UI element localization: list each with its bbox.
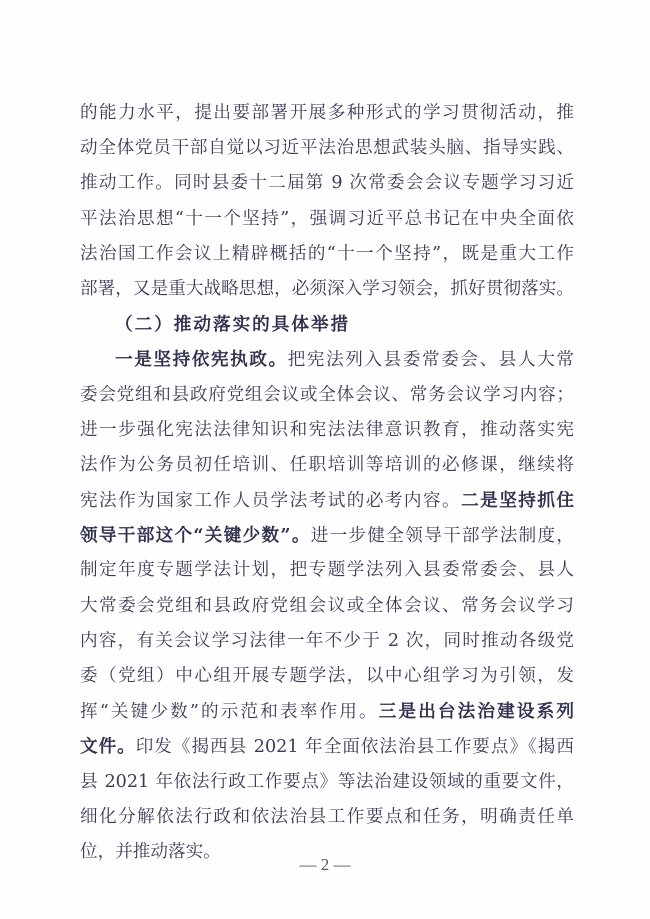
text-segment: 推动工作。同时县委十二届第 9 次常委会会议专题学习习近 bbox=[80, 173, 574, 194]
text-segment: 宪法作为国家工作人员学法考试的必考内容。 bbox=[80, 491, 462, 512]
bold-lead: 三是出台法治建设系列 bbox=[378, 701, 574, 723]
paragraph-line bbox=[80, 166, 574, 201]
text-segment: 部署，又是重大战略思想，必须深入学习领会，抓好贯彻落实。 bbox=[80, 278, 574, 299]
paragraph-line bbox=[80, 272, 574, 307]
paragraph-line: 内容，有关会议学习法律一年不少于 2 次，同时推动各级党 bbox=[80, 630, 574, 651]
paragraph-line: 县 2021 年依法行政工作要点》等法治建设领域的重要文件， bbox=[80, 771, 574, 792]
section-heading: （二）推动落实的具体举措 bbox=[115, 314, 351, 336]
bold-lead: 文件。 bbox=[80, 736, 136, 758]
text-segment: 印发《揭西县 2021 年全面依法治县工作要点》《揭西 bbox=[135, 737, 574, 758]
paragraph-line bbox=[80, 518, 574, 553]
paragraph-line bbox=[80, 131, 574, 166]
text-segment: 法治国工作会议上精辟概括的“十一个坚持”，既是重大工作 bbox=[80, 243, 574, 264]
text-segment: 平法治思想“十一个坚持”，强调习近平总书记在中央全面依 bbox=[80, 208, 574, 229]
paragraph-line bbox=[80, 483, 574, 518]
bold-lead: 二是坚持抓住 bbox=[461, 490, 574, 512]
document-body bbox=[80, 96, 574, 870]
text-segment: 挥“关键少数”的示范和表率作用。 bbox=[80, 702, 379, 723]
page-number: — 2 — bbox=[299, 855, 351, 874]
text-segment: 的能力水平，提出要部署开展多种形式的学习贯彻活动，推 bbox=[80, 103, 574, 123]
text-segment: 把宪法列入县委常委会、县人大常 bbox=[287, 350, 574, 371]
paragraph-line: 进一步强化宪法法律知识和宪法法律意识教育，推动落实宪 bbox=[80, 419, 574, 440]
paragraph-line bbox=[80, 237, 574, 272]
paragraph-line: 委（党组）中心组开展专题学法，以中心组学习为引领，发 bbox=[80, 666, 574, 686]
text-segment: 动全体党员干部自觉以习近平法治思想武装头脑、指导实践、 bbox=[80, 138, 574, 159]
text-segment: 进一步健全领导干部学法制度， bbox=[310, 526, 574, 547]
paragraph-line: 法作为公务员初任培训、任职培训等培训的必修课，继续将 bbox=[80, 454, 574, 475]
paragraph-line: 细化分解依法行政和依法治县工作要点和任务，明确责任单 bbox=[80, 806, 574, 827]
paragraph-line bbox=[80, 96, 574, 131]
paragraph-line: 大常委会党组和县政府党组会议或全体会议、常务会议学习 bbox=[80, 595, 574, 616]
paragraph-line bbox=[80, 202, 574, 237]
bold-lead: 一是坚持依宪执政。 bbox=[115, 349, 288, 371]
paragraph-line bbox=[80, 729, 574, 764]
paragraph-line: 制定年度专题学法计划，把专题学法列入县委常委会、县人 bbox=[80, 560, 574, 581]
bold-lead: 领导干部这个“关键少数”。 bbox=[80, 525, 311, 547]
paragraph-line bbox=[80, 694, 574, 729]
paragraph-line: 位，并推动落实。 bbox=[80, 841, 221, 862]
paragraph-line: 委会党组和县政府党组会议或全体会议、常务会议学习内容； bbox=[80, 384, 574, 405]
paragraph-line bbox=[80, 342, 574, 377]
